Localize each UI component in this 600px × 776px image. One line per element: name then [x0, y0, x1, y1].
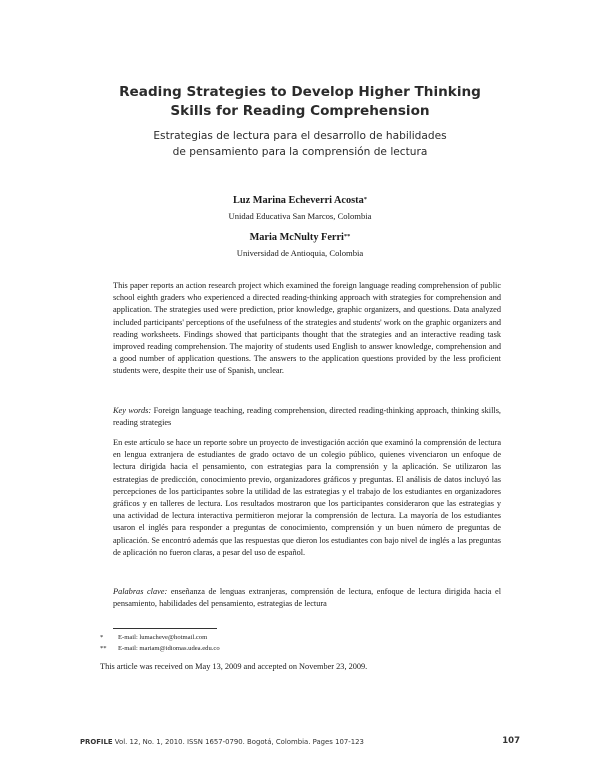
journal-citation: Vol. 12, No. 1, 2010. ISSN 1657-0790. Bogotá, Colombia. Pages 107-123: [114, 738, 364, 746]
keywords-spanish-text: enseñanza de lenguas extranjeras, comprensión de lectura, enfoque de lectura dirigida hacia el pensamiento, habilidades del pensamiento, estrategias de lectura: [113, 587, 501, 609]
journal-footer: [80, 737, 500, 747]
footnote-2: [100, 644, 400, 653]
author-1-mark: *: [363, 196, 367, 203]
abstract-spanish: En este artículo se hace un reporte sobre un proyecto de investigación acción que examinó la comprensión de lectura en lengua extranjera de estudiantes de grado octavo de un colegio público, quienes vivenciaron un enfoque de lectura dirigida hacia el pensamiento, con estrategias para la comprensión y la aplicación. Se utilizaron las estrategias de predicción, conocimiento previo, organizadores gráficos y preguntas. El análisis de datos incluyó las percepciones de los participantes sobre la utilidad de las estrategias y el trabajo de los estudiantes en organizadores gráficos y en talleres de lectura. Los resultados mostraron que los participantes consideraron que las estrategias y una actividad de lectura interactiva permitieron mejorar la comprensión de lectura. La mayoría de los estudiantes usaron el inglés para responder a preguntas de conocimiento, comprensión y un buen número de preguntas de aplicación. Se encontró además que las respuestas que dieron los estudiantes con bajo nivel de inglés a las preguntas de aplicación no fueron claras, a pesar del uso de español.: [113, 438, 501, 557]
author-1-name-text: Luz Marina Echeverri Acosta: [233, 195, 364, 206]
abstract-english: This paper reports an action research project which examined the foreign language reading comprehension of public school eighth graders who experienced a directed reading-thinking approach with strategies for comprehension and application. The strategies used were prediction, prior knowledge, graphic organizers, and questions. Data analyzed included participants' perceptions of the usefulness of the strategies and students' work on the graphic organizers and reading worksheets. Findings showed that participants thought that the strategies and an interactive reading task improved reading comprehension. The majority of students used English to answer knowledge, comprehension and a good number of application questions. The answers to the application questions provided by the less proficient students were, despite their use of Spanish, unclear.: [113, 281, 501, 376]
author-2-affiliation: Universidad de Antioquia, Colombia: [236, 248, 364, 258]
subtitle-line-1: Estrategias de lectura para el desarrollo de habilidades: [153, 130, 447, 142]
author-1-affiliation: Unidad Educativa San Marcos, Colombia: [228, 211, 372, 221]
footnote-divider: [113, 628, 217, 629]
author-2-mark: **: [343, 233, 351, 240]
subtitle-line-2: de pensamiento para la comprensión de lectura: [172, 145, 428, 158]
footnote-1-text: E-mail: lumacheve@hotmail.com: [118, 634, 208, 641]
author-2-name-text: Maria McNulty Ferri: [249, 232, 344, 243]
footnote-2-mark: **: [100, 645, 107, 652]
received-note: This article was received on May 13, 2009 and accepted on November 23, 2009.: [100, 662, 368, 671]
keywords-english: [113, 405, 501, 429]
keywords-english-text: Foreign language teaching, reading comprehension, directed reading-thinking approach, thinking skills, reading strategies: [113, 406, 502, 428]
title-line-2: Skills for Reading Comprehension: [170, 103, 430, 119]
footnote-1: [100, 633, 400, 642]
article-subtitle: [90, 129, 510, 160]
author-2-name: [150, 231, 450, 244]
footnote-2-text: E-mail: mariam@idiomas.udea.edu.co: [118, 645, 220, 652]
keywords-english-label: Key words:: [113, 406, 152, 415]
author-1-name: [150, 194, 450, 207]
keywords-spanish-label: Palabras clave:: [113, 587, 168, 596]
title-line-1: Reading Strategies to Develop Higher Thinking: [119, 84, 481, 100]
keywords-spanish: [113, 586, 501, 610]
page-number: 107: [502, 736, 520, 746]
footnote-1-mark: *: [100, 634, 104, 641]
article-title: [100, 83, 500, 121]
journal-name: PROFILE: [80, 738, 113, 746]
